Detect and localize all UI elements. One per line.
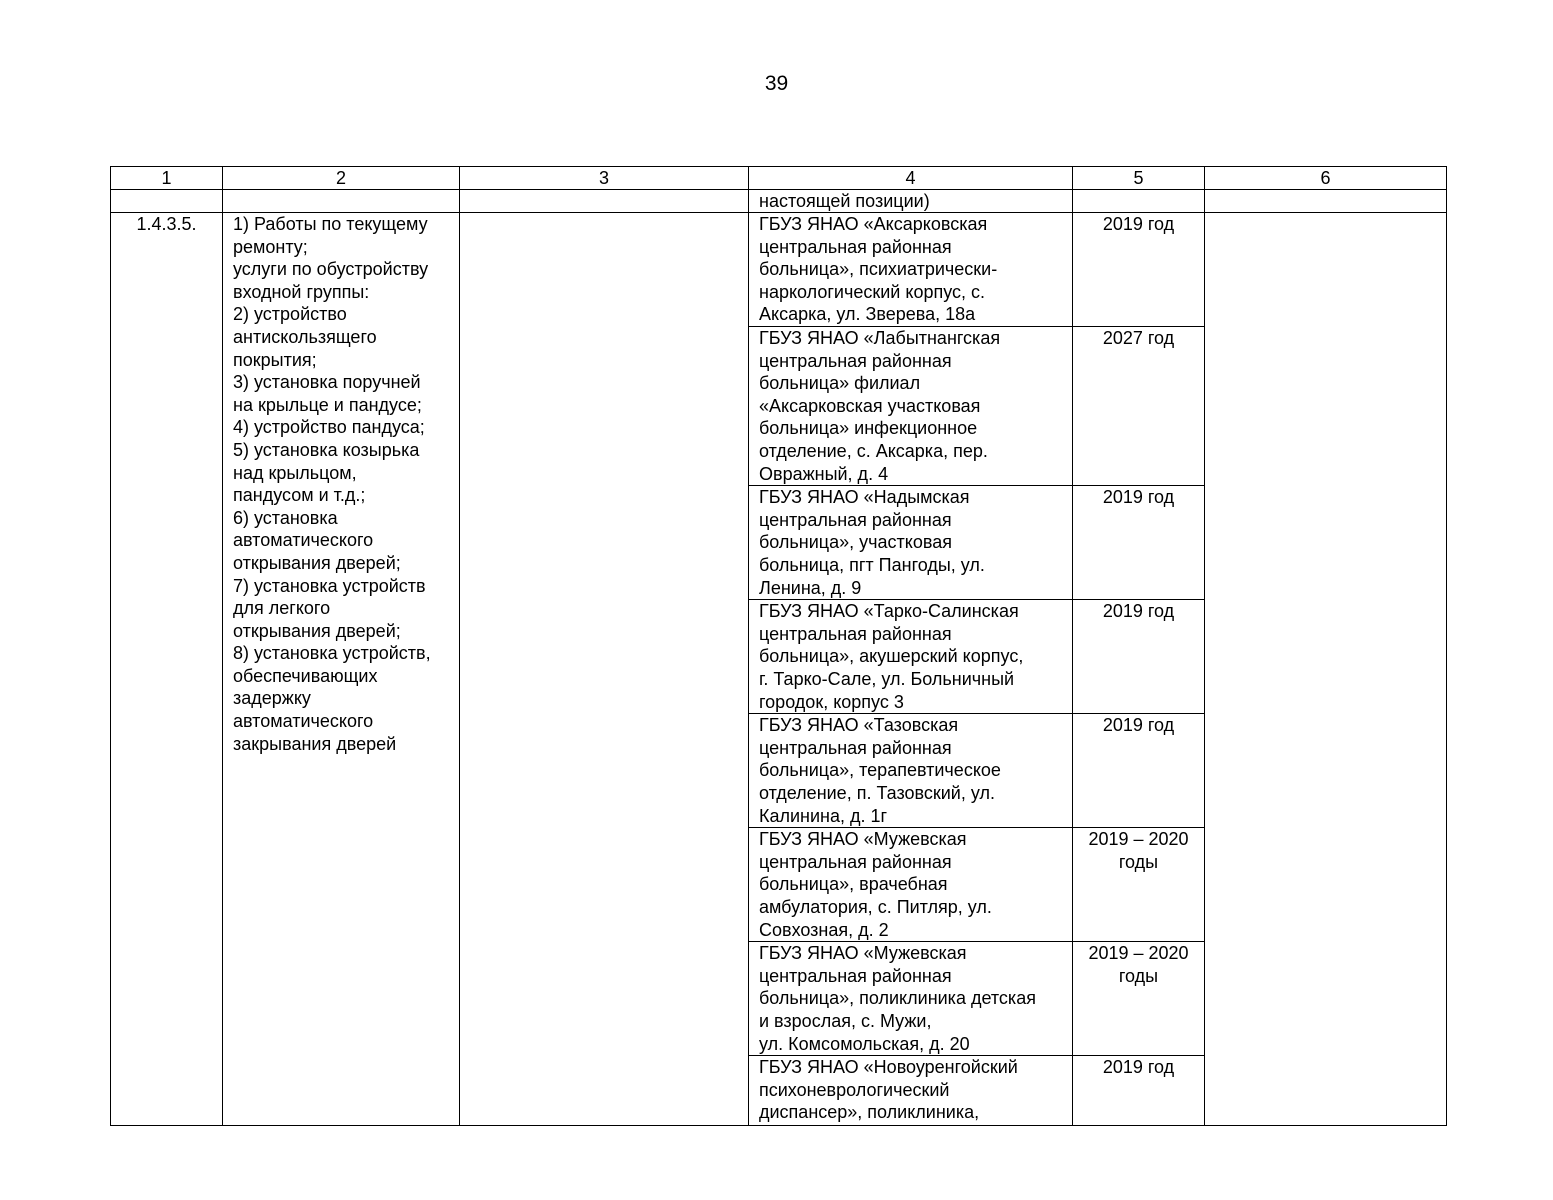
facility-name: ГБУЗ ЯНАО «Тарко-Салинская центральная районная больница», акушерский корпус, г. Тарко-Сале, ул. Больничный городок, корпус 3 — [749, 600, 1073, 714]
program-table — [110, 166, 1447, 1126]
column-6-cell — [1205, 213, 1447, 1126]
header-cell-3: 3 — [460, 167, 749, 190]
table-row — [111, 213, 1447, 327]
continuation-cell-1 — [111, 190, 223, 213]
facility-name: ГБУЗ ЯНАО «Аксарковская центральная районная больница», психиатрически- наркологический корпус, с. Аксарка, ул. Зверева, 18а — [749, 213, 1073, 327]
item-number: 1.4.3.5. — [111, 213, 223, 1126]
facility-name: ГБУЗ ЯНАО «Мужевская центральная районная больница», врачебная амбулатория, с. Питляр, ул. Совхозная, д. 2 — [749, 828, 1073, 942]
header-cell-2: 2 — [223, 167, 460, 190]
facility-name: ГБУЗ ЯНАО «Надымская центральная районная больница», участковая больница, пгт Пангоды, ул. Ленина, д. 9 — [749, 486, 1073, 600]
header-cell-4: 4 — [749, 167, 1073, 190]
facility-period: 2027 год — [1073, 326, 1205, 485]
continuation-cell-5 — [1073, 190, 1205, 213]
table-header-row — [111, 167, 1447, 190]
facility-name: ГБУЗ ЯНАО «Новоуренгойский психоневрологический диспансер», поликлиника, — [749, 1056, 1073, 1126]
continuation-cell-2 — [223, 190, 460, 213]
facility-period: 2019 – 2020 годы — [1073, 828, 1205, 942]
facility-period: 2019 год — [1073, 213, 1205, 327]
facility-period: 2019 год — [1073, 714, 1205, 828]
continuation-cell-3 — [460, 190, 749, 213]
header-cell-5: 5 — [1073, 167, 1205, 190]
header-cell-6: 6 — [1205, 167, 1447, 190]
continuation-cell-6 — [1205, 190, 1447, 213]
header-cell-1: 1 — [111, 167, 223, 190]
facility-period: 2019 год — [1073, 486, 1205, 600]
facility-period: 2019 – 2020 годы — [1073, 942, 1205, 1056]
works-description — [223, 213, 460, 1126]
page-number: 39 — [764, 72, 789, 95]
works-text: 1) Работы по текущему ремонту; услуги по обустройству входной группы: 2) устройство антискользящего покрытия; 3) установка поручней на крыльце и пандусе; 4) устройство пандуса; 5) установка козырька над крыльцом, пандусом и т.д.; 6) установка автоматического открывания дверей; 7) установка устройств для легкого открывания дверей; 8) установка устройств, обеспечивающих задержку автоматического закрывания дверей — [233, 214, 431, 754]
continuation-text: настоящей позиции) — [749, 190, 1073, 213]
facility-period: 2019 год — [1073, 600, 1205, 714]
facility-name: ГБУЗ ЯНАО «Лабытнангская центральная районная больница» филиал «Аксарковская участковая больница» инфекционное отделение, с. Аксарка, пер. Овражный, д. 4 — [749, 326, 1073, 485]
facility-name: ГБУЗ ЯНАО «Мужевская центральная районная больница», поликлиника детская и взрослая, с. Мужи, ул. Комсомольская, д. 20 — [749, 942, 1073, 1056]
continuation-row — [111, 190, 1447, 213]
facility-period: 2019 год — [1073, 1056, 1205, 1126]
column-3-cell — [460, 213, 749, 1126]
facility-name: ГБУЗ ЯНАО «Тазовская центральная районная больница», терапевтическое отделение, п. Тазовский, ул. Калинина, д. 1г — [749, 714, 1073, 828]
